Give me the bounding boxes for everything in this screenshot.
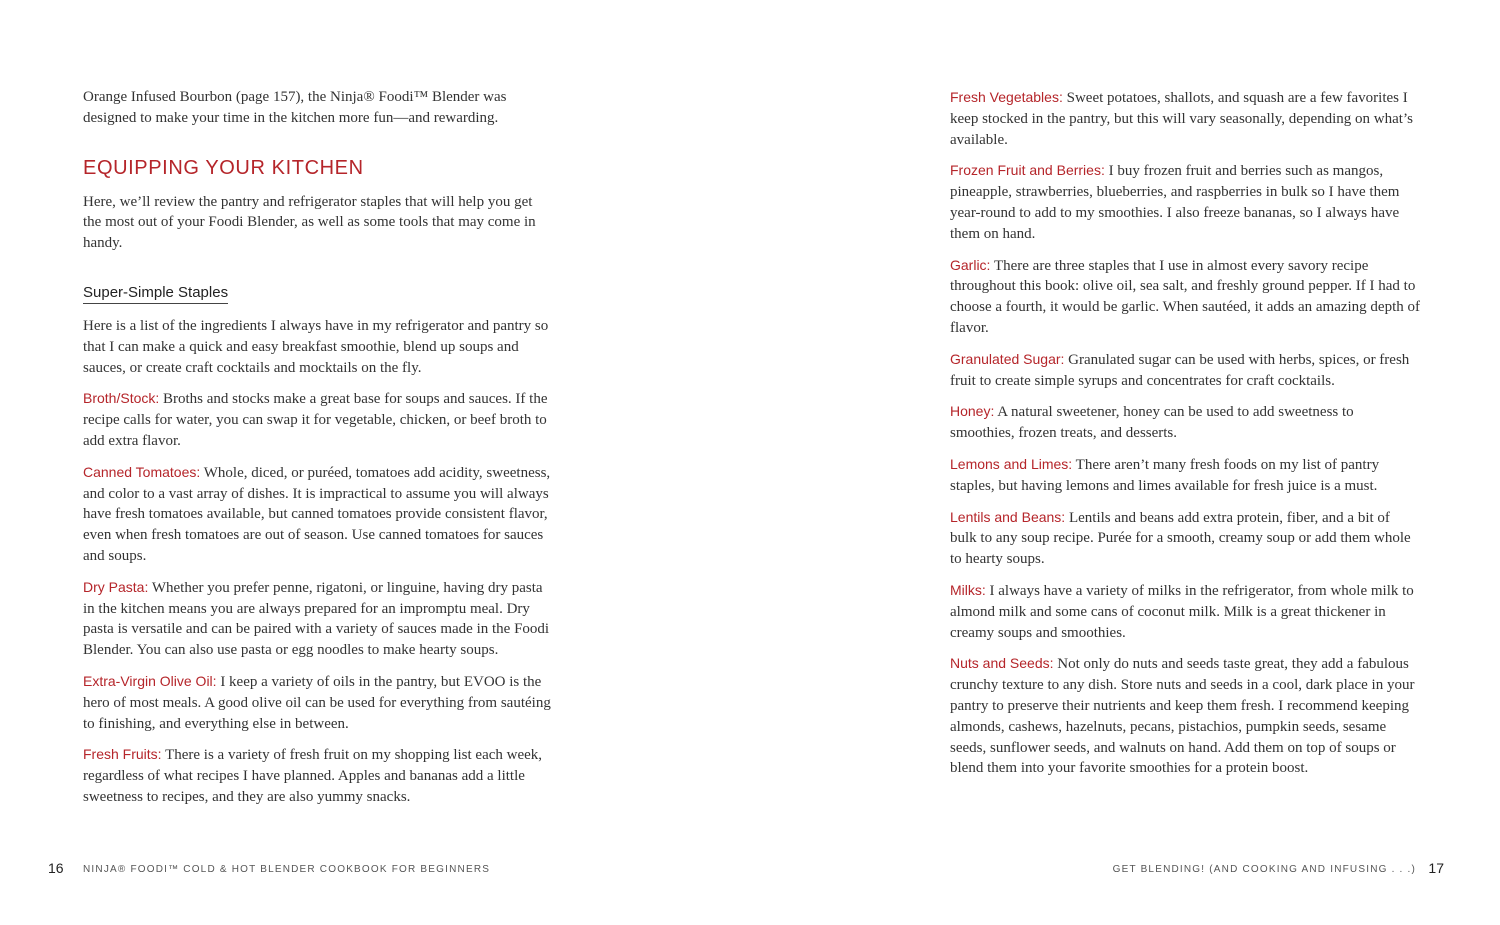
- staple-term: Fresh Vegetables:: [950, 89, 1063, 105]
- intro-paragraph: Orange Infused Bourbon (page 157), the Ninja® Foodi™ Blender was designed to make your time in the kitchen more fun—and rewarding.: [83, 89, 507, 126]
- staple-term: Nuts and Seeds:: [950, 655, 1054, 672]
- staple-text: Whether you prefer penne, rigatoni, or linguine, having dry pasta in the kitchen means you are always prepared for an impromptu meal. Dry pasta is versatile and can be paired with a variety of sauces made in the Foodi Blender. You can also use pasta or egg noodles to make hearty soups.: [83, 579, 550, 659]
- staple-term: Lentils and Beans:: [950, 508, 1066, 525]
- subheading-intro: Here is a list of the ingredients I always have in my refrigerator and pantry so that I can make a quick and easy breakfast smoothie, blend up soups and sauces, or create craft cocktails and mocktails on the fly.: [83, 317, 549, 376]
- page-number-right: 17: [1428, 860, 1444, 876]
- staple-text: Lentils and beans add extra protein, fiber, and a bit of bulk to any soup recipe. Purée for a smooth, creamy soup or add them whole to hearty soups.: [950, 509, 1411, 568]
- staple-entry: [83, 462, 553, 567]
- staple-text: Granulated sugar can be used with herbs, spices, or fresh fruit to create simple syrups and concentrates for craft cocktails.: [950, 351, 1410, 389]
- staple-entry: [950, 255, 1420, 339]
- section-intro: Here, we’ll review the pantry and refrigerator staples that will help you get the most out of your Foodi Blender, as well as some tools that may come in handy.: [83, 193, 536, 252]
- staple-entry: [950, 580, 1420, 643]
- staple-text: Not only do nuts and seeds taste great, they add a fabulous crunchy texture to any dish. Store nuts and seeds in a cool, dark place in your pantry to preserve their nutrients and keep them fresh. I recommend keeping almonds, cashews, hazelnuts, pecans, pistachios, pumpkin seeds, sesame seeds, sunflower seeds, and walnuts on hand. Add them on top of soups or blend them into your favorite smoothies for a protein boost.: [950, 656, 1415, 777]
- staple-text: I keep a variety of oils in the pantry, but EVOO is the hero of most meals. A good olive oil can be used for everything from sautéing to finishing, and everything else in between.: [83, 673, 551, 732]
- staple-term: Frozen Fruit and Berries:: [950, 162, 1105, 179]
- right-page: [750, 0, 1500, 925]
- right-column: [950, 87, 1420, 789]
- staple-term: Fresh Fruits:: [83, 746, 162, 763]
- staple-term: Canned Tomatoes:: [83, 463, 201, 480]
- staple-entry: [83, 388, 553, 451]
- staple-entry: [950, 160, 1420, 244]
- staple-entry: [950, 401, 1420, 444]
- staple-entry: [950, 349, 1420, 392]
- footer-left: NINJA® FOODI™ COLD & HOT BLENDER COOKBOOK FOR BEGINNERS: [83, 864, 491, 875]
- footer-right: GET BLENDING! (AND COOKING AND INFUSING . . .): [1112, 864, 1416, 875]
- staple-text: Whole, diced, or puréed, tomatoes add acidity, sweetness, and color to a vast array of dishes. It is impractical to assume you will always have fresh tomatoes available, but canned tomatoes provide consistent flavor, even when fresh tomatoes are out of season. Use canned tomatoes for sauces and soups.: [83, 464, 551, 564]
- staple-term: Garlic:: [950, 256, 991, 273]
- staple-term: Broth/Stock:: [83, 390, 160, 407]
- staple-entry: [83, 577, 553, 661]
- staple-text: There is a variety of fresh fruit on my shopping list each week, regardless of what recipes I have planned. Apples and bananas add a little sweetness to recipes, and they are also yummy snacks.: [83, 747, 543, 805]
- staple-text: There aren’t many fresh foods on my list of pantry staples, but having lemons and limes available for fresh juice is a must.: [950, 456, 1380, 494]
- staple-entry: [83, 671, 553, 734]
- staple-text: Sweet potatoes, shallots, and squash are a few favorites I keep stocked in the pantry, but this will vary seasonally, depending on what’s available.: [950, 90, 1413, 148]
- staple-term: Honey:: [950, 403, 995, 420]
- staple-entry: [950, 507, 1420, 570]
- staple-entry: [950, 653, 1420, 779]
- left-column: [83, 87, 553, 818]
- page-number-left: 16: [48, 860, 64, 876]
- staple-text: I buy frozen fruit and berries such as mangos, pineapple, strawberries, blueberries, and raspberries in bulk so I have them year-round to add to my smoothies. I also freeze bananas, so I always have them on hand.: [950, 163, 1400, 242]
- staple-term: Dry Pasta:: [83, 578, 149, 595]
- staple-text: Broths and stocks make a great base for soups and sauces. If the recipe calls for water, you can swap it for vegetable, chicken, or beef broth to add extra flavor.: [83, 391, 548, 449]
- staple-term: Granulated Sugar:: [950, 350, 1065, 367]
- subheading: Super-Simple Staples: [83, 284, 228, 304]
- section-heading: EQUIPPING YOUR KITCHEN: [83, 156, 364, 179]
- staple-text: I always have a variety of milks in the refrigerator, from whole milk to almond milk and some cans of coconut milk. Milk is a great thickener in creamy soups and smoothies.: [950, 582, 1414, 641]
- staple-term: Milks:: [950, 581, 986, 598]
- staple-term: Extra-Virgin Olive Oil:: [83, 672, 217, 689]
- staple-entry: [950, 454, 1420, 497]
- staple-text: A natural sweetener, honey can be used to add sweetness to smoothies, frozen treats, and desserts.: [950, 404, 1354, 442]
- staple-text: There are three staples that I use in almost every savory recipe throughout this book: olive oil, sea salt, and freshly ground pepper. If I had to choose a fourth, it would be garlic. When sautéed, it adds an amazing depth of flavor.: [950, 257, 1420, 336]
- staple-entry: [950, 87, 1420, 150]
- staple-term: Lemons and Limes:: [950, 455, 1073, 472]
- staple-entry: [83, 744, 553, 807]
